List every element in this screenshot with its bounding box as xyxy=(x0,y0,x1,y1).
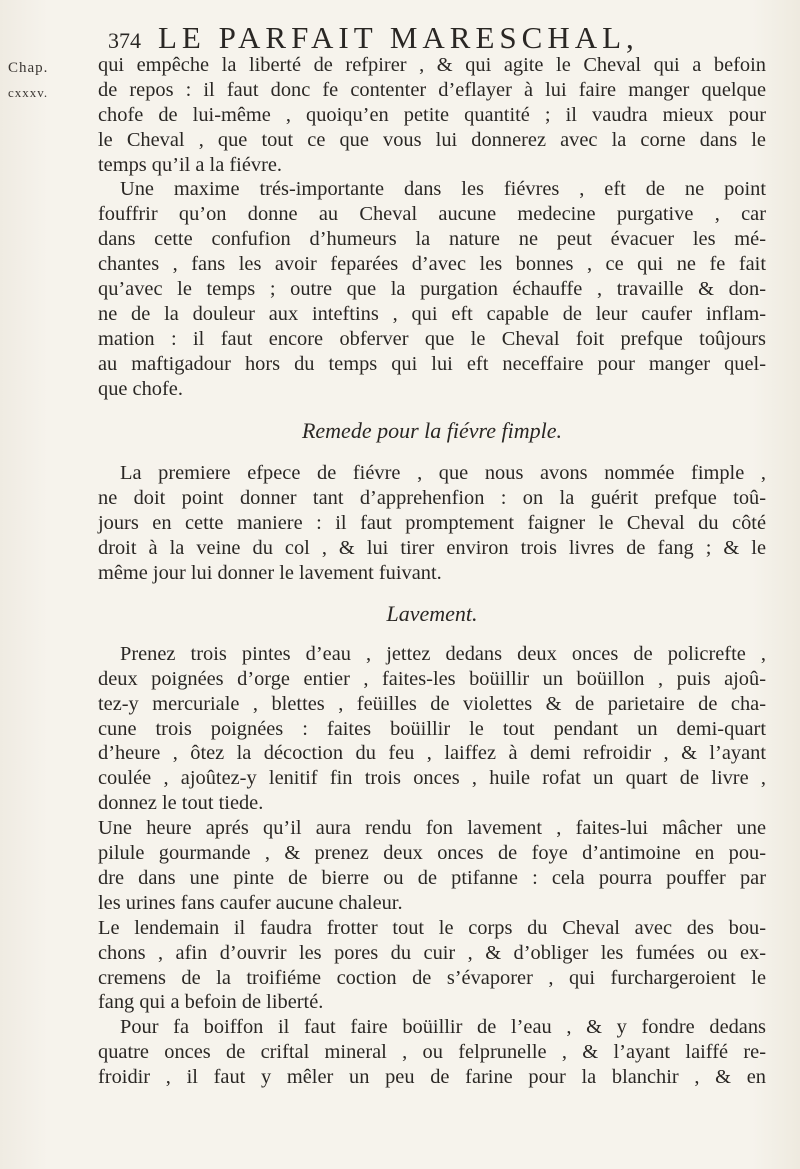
text-line: qui empêche la liberté de refpirer , & qui agite le Cheval qui a befoin xyxy=(98,54,766,76)
margin-chapter-number: cxxxv. xyxy=(8,85,49,100)
paragraph-1 xyxy=(98,53,766,177)
text-line: deux poignées d’orge entier , faites-les boüillir un boüillon , puis ajoû- xyxy=(98,667,766,690)
paragraph-2 xyxy=(98,177,766,401)
paragraph-4 xyxy=(98,642,766,816)
text-line: au maftigadour hors du temps qui lui eft neceffaire pour manger quel- xyxy=(98,352,766,375)
text-line: mation : il faut encore obferver que le Cheval foit prefque toûjours xyxy=(98,327,766,350)
text-line: ne de la douleur aux inteftins , qui eft capable de leur caufer inflam- xyxy=(98,302,766,325)
text-line: Une heure aprés qu’il aura rendu fon lavement , faites-lui mâcher une xyxy=(98,817,766,840)
text-line: cune trois poignées : faites boüillir le tout pendant un demi-quart xyxy=(98,717,766,740)
text-line: ne doit point donner tant d’apprehenfion : on la guérit prefque toû- xyxy=(98,487,766,510)
body-text xyxy=(98,53,766,1090)
text-line: Une maxime trés-importante dans les fiévres , eft de ne point xyxy=(120,178,766,201)
text-line: Prenez trois pintes d’eau , jettez dedans deux onces de policrefte , xyxy=(120,642,766,665)
running-head: LE PARFAIT MARESCHAL, xyxy=(158,20,639,55)
section-heading-remedy: Remede pour la fiévre fimple. xyxy=(301,418,563,444)
text-line: cremens de la troifiéme coction de s’évaporer , qui furchargeroient le xyxy=(98,966,766,989)
section-heading-lavement: Lavement. xyxy=(386,600,478,626)
margin-chapter-label: Chap. xyxy=(8,60,49,76)
page-header xyxy=(104,20,764,54)
text-line: quatre onces de criftal mineral , ou felprunelle , & l’ayant laiffé re- xyxy=(98,1041,766,1064)
text-line: donnez le tout tiede. xyxy=(98,792,264,815)
text-line: qu’avec le temps ; outre que la purgation échauffe , travaille & don- xyxy=(98,278,766,301)
text-line: chofe de lui-même , quoiqu’en petite quantité ; il vaudra mieux pour xyxy=(98,103,766,126)
text-line: dre dans une pinte de bierre ou de ptifanne : cela pourra pouffer par xyxy=(98,866,766,889)
text-line: jours en cette maniere : il faut promptement faigner le Cheval du côté xyxy=(98,512,766,535)
page-number: 374 xyxy=(108,28,141,53)
text-line: que chofe. xyxy=(98,377,183,400)
text-line: Pour fa boiffon il faut faire boüillir de l’eau , & y fondre dedans xyxy=(120,1016,766,1039)
text-line: le Cheval , que tout ce que vous lui donnerez avec la corne dans le xyxy=(98,128,766,151)
text-line: de repos : il faut donc fe contenter d’eflayer à lui faire manger quelque xyxy=(98,78,766,101)
paragraph-7 xyxy=(98,1015,766,1090)
text-line: chons , afin d’ouvrir les pores du cuir , & d’obliger les fumées ou ex- xyxy=(98,941,766,964)
text-line: fouffrir qu’on donne au Cheval aucune medecine purgative , car xyxy=(98,203,766,226)
text-line: chantes , fans les avoir feparées d’avec les bonnes , ce qui ne fe fait xyxy=(98,253,766,276)
text-line: même jour lui donner le lavement fuivant. xyxy=(98,562,442,585)
text-line: dans cette confufion d’humeurs la nature ne peut évacuer les mé- xyxy=(98,228,766,251)
text-line: froidir , il faut y mêler un peu de farine pour la blanchir , & en xyxy=(98,1066,766,1089)
text-line: temps qu’il a la fiévre. xyxy=(98,153,283,176)
text-line: Le lendemain il faudra frotter tout le corps du Cheval avec des bou- xyxy=(98,916,766,939)
paragraph-5 xyxy=(98,816,766,916)
text-line: tez-y mercuriale , blettes , feüilles de violettes & de parietaire de cha- xyxy=(98,692,766,715)
text-line: pilule gourmande , & prenez deux onces de foye d’antimoine en pou- xyxy=(98,842,766,865)
text-line: fang qui a befoin de liberté. xyxy=(98,991,324,1014)
paragraph-3 xyxy=(98,461,766,585)
paragraph-6 xyxy=(98,916,766,1016)
text-line: d’heure , ôtez la décoction du feu , laiffez à demi refroidir , & l’ayant xyxy=(98,742,766,765)
text-line: les urines fans caufer aucune chaleur. xyxy=(98,891,403,914)
text-line: droit à la veine du col , & lui tirer environ trois livres de fang ; & le xyxy=(98,537,766,560)
text-line: coulée , ajoûtez-y lenitif fin trois onces , huile rofat un quart de livre , xyxy=(98,767,766,790)
text-line: La premiere efpece de fiévre , que nous avons nommée fimple , xyxy=(120,462,766,485)
